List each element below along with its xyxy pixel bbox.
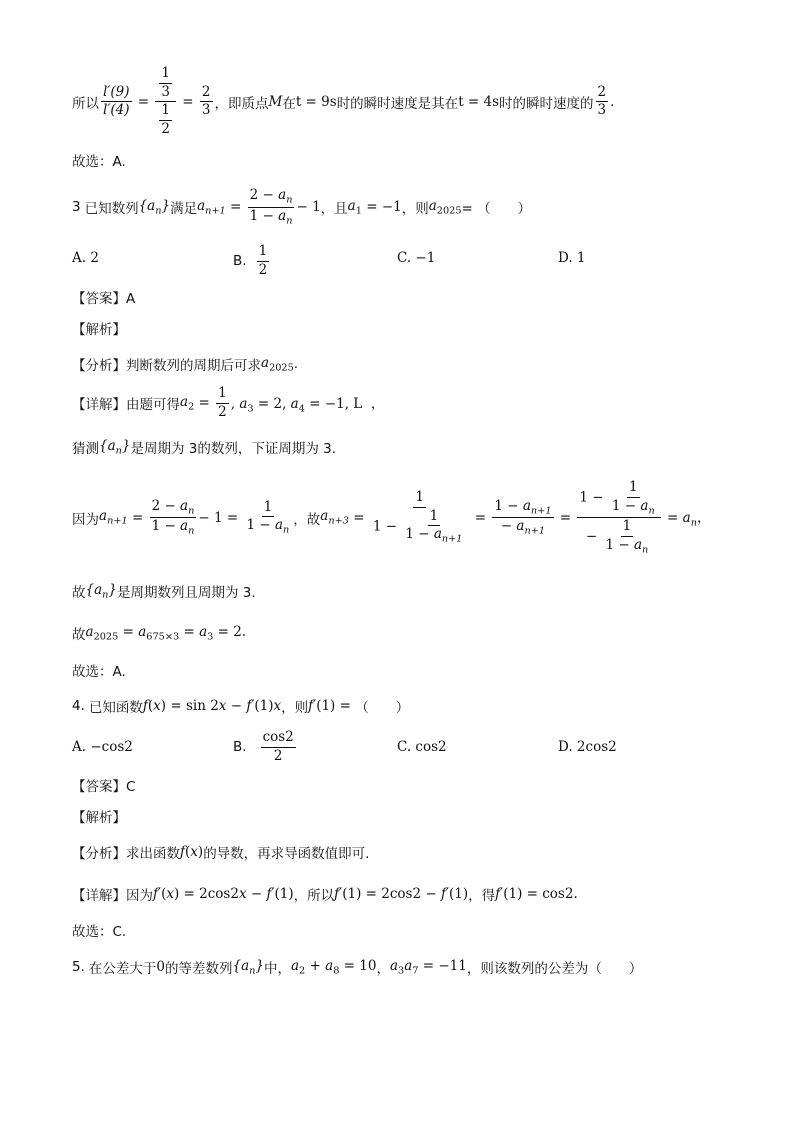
answer-text-4: 【答案】C [72,779,136,795]
xj-text-2: ，所以 [293,888,335,904]
xiangjie-label: 【详解】 [72,397,126,414]
period-conclusion: 故 $\{a_n\}$ 是周期数列且周期为 3. [72,581,256,601]
option-c-4 [397,739,447,755]
fraction-compound: $\frac{\frac{1}{3}}{\frac{1}{2}}$ [155,66,176,137]
text-middle: ，即质点 [214,95,269,112]
fraction-l9-l4: $\frac{l'(9)}{l'(4)}$ [103,83,130,119]
option-b-4 [233,730,298,764]
selection-line [72,150,126,170]
stem-text: 在公差大于 [88,961,157,977]
fenxi-text-4a: 求出函数 [126,846,180,862]
conclusion-text: 故 [72,585,86,601]
text-end: . [610,93,615,110]
so-text: ，故 [293,511,321,528]
answer-line [72,287,135,307]
selection-a-2: 故选：A. [72,664,126,680]
stem-text: ，则 [281,700,309,716]
jiexi-line [72,318,126,338]
question-3-stem: 3 已知数列 $\{a_n\}$ 满足 $a_{n+1}$ = $\frac{2 - a_n}{1 - a_n}$ − 1 ，且 $a_1$ = −1 ，则 $a_{2025}$ = （ ） [72,187,532,226]
option-b-4-label: B. [233,739,247,756]
selection-line-4 [72,920,126,940]
answer-paren: = （ ） [461,201,532,218]
jiexi-text-4: 【解析】 [72,810,126,826]
text-mid3: 时的瞬时速度的 [499,95,594,112]
fraction-nested-1: 1 1 − $\frac{1}{1 - a_{n+1}}$ [372,489,463,545]
selection-line-2 [72,660,126,680]
var-M: M [268,93,283,110]
option-d-4-text: D. 2cos2 [558,739,617,755]
question-number-4: 4. [72,698,85,714]
option-c-text: C. −1 [397,250,436,266]
stem-text: 已知数列 [84,201,139,218]
answer-paren-4: （ ） [355,700,410,716]
text-prefix: 所以 [72,95,99,112]
stem-text: ，且 [320,201,348,218]
answer-line-4 [72,775,135,795]
stem-text: ， [376,961,390,977]
final-value: 故 $a_{2025}$ = $a_{675\times 3} = a_3 = 2$. [72,623,247,643]
jiexi-line-4 [72,806,126,826]
option-b-4-fraction: $\frac{\cos 2}{2}$ [262,729,294,764]
option-b [233,244,271,278]
xiangjie-line-4: 【详解】 因为 f′(x) = 2cos2x − f′(1) ，所以 f′(1) = 2cos2 − f′(1) ，得 f′(1) = cos2. [72,886,578,904]
fraction-recurrence: $\frac{2 - a_n}{1 - a_n}$ [249,187,293,226]
selection-c: 故选：C. [72,924,127,940]
fenxi-line-4: 【分析】 求出函数 f(x) 的导数，再求导函数值即可. [72,844,370,862]
xj-text-3: ，得 [468,888,496,904]
stem-text: 的等差数列 [164,961,233,977]
because-text: 因为 [72,511,99,528]
fenxi-label-4: 【分析】 [72,846,126,862]
xiangjie-line: 【详解】 由题可得 $a_2$ = $\frac{1}{2}$ , $a_3 = 2$, $a_4 = -1$, L ， [72,385,385,420]
stem-text: 满足 [170,201,198,218]
xiangjie-label-4: 【详解】 [72,888,126,904]
question-4-stem: 4. 已知函数 f(x) = sin 2x − f′(1)x ，则 f′(1) = （ ） [72,698,410,716]
guess-text-2: 是周期为 3的数列，下证周期为 3. [130,441,337,457]
solution-line-ratio: 所以 $\frac{l'(9)}{l'(4)}$ = $\frac{\frac{1}{3}}{\frac{1}{2}}$ = $\frac{2}{3}$ ，即质点 M 在 t = 9s 时的瞬时速度是其在 t = 4s 时的瞬时速度的 $\frac{2}{3}$ . [72,65,615,137]
xiangjie-text: 由题可得 [126,397,180,414]
fenxi-text-4b: 的导数，再求导函数值即可. [203,846,370,862]
proof-line: 因为 $a_{n+1}$ = $\frac{2 - a_n}{1 - a_n}$ − 1 = $\frac{1}{1 - a_n}$ ，故 $a_{n+3}$ = 1 1 − $\frac{1}{1 - a_{n+1}}$ = $\frac{1 - a_{n+1}}{- a_{n+1}}$ = 1 − $\frac{1}{1 - a_n}$ − $\frac{1}{1 - a_n}$ = $a_n$， [72,479,711,555]
fraction-nested-2: 1 − $\frac{1}{1 - a_n}$ − $\frac{1}{1 - a_n}$ [577,480,660,555]
xj-text-1: 因为 [126,888,153,904]
text-mid2: 时的瞬时速度是其在 [336,95,459,112]
option-d-4 [558,739,617,755]
question-5-stem: 5. 在公差大于 0 的等差数列 $\{a_n\}$ 中， $a_2 + a_8 = 10$ ， $a_3a_7 = -11$ ，则该数列的公差为（ ） [72,957,643,977]
guess-line: 猜测 $\{a_n\}$ 是周期为 3的数列，下证周期为 3. [72,437,337,457]
option-a-4-text: A. −cos2 [72,739,133,755]
guess-text: 猜测 [72,441,99,457]
stem-text: 已知函数 [88,700,143,716]
option-c-4-text: C. cos2 [397,739,447,755]
t-9s: t = 9s [295,93,337,110]
text-at: 在 [282,95,296,112]
answer-text: 【答案】A [72,291,136,307]
option-d-text: D. 1 [558,250,586,266]
fenxi-label: 【分析】 [72,358,126,374]
option-a-4 [72,739,133,755]
question-number-5: 5. [72,959,85,975]
fraction-2-3: $\frac{2}{3}$ [201,83,211,119]
fenxi-text: 判断数列的周期后可求 [126,358,261,374]
jiexi-text: 【解析】 [72,322,126,338]
fenxi-line: 【分析】 判断数列的周期后可求 $a_{2025}$ . [72,354,299,374]
option-b-fraction: $\frac{1}{2}$ [258,243,268,278]
option-d [558,250,586,266]
t-4s: t = 4s [458,93,500,110]
question-number: 3 [72,199,81,216]
option-b-label: B. [233,253,247,270]
selection-a: 故选：A. [72,154,126,170]
stem-text: ，则该数列的公差为（ ） [466,961,643,977]
stem-text: 中， [263,961,291,977]
gu-text: 故 [72,627,86,643]
option-a [72,250,99,266]
conclusion-text-2: 是周期数列且周期为 3. [117,585,256,601]
zero-value: 0 [156,959,165,975]
fraction-2-3-end: $\frac{2}{3}$ [597,83,607,119]
stem-text: ，则 [401,201,429,218]
option-a-text: A. 2 [72,250,99,266]
option-c [397,250,435,266]
